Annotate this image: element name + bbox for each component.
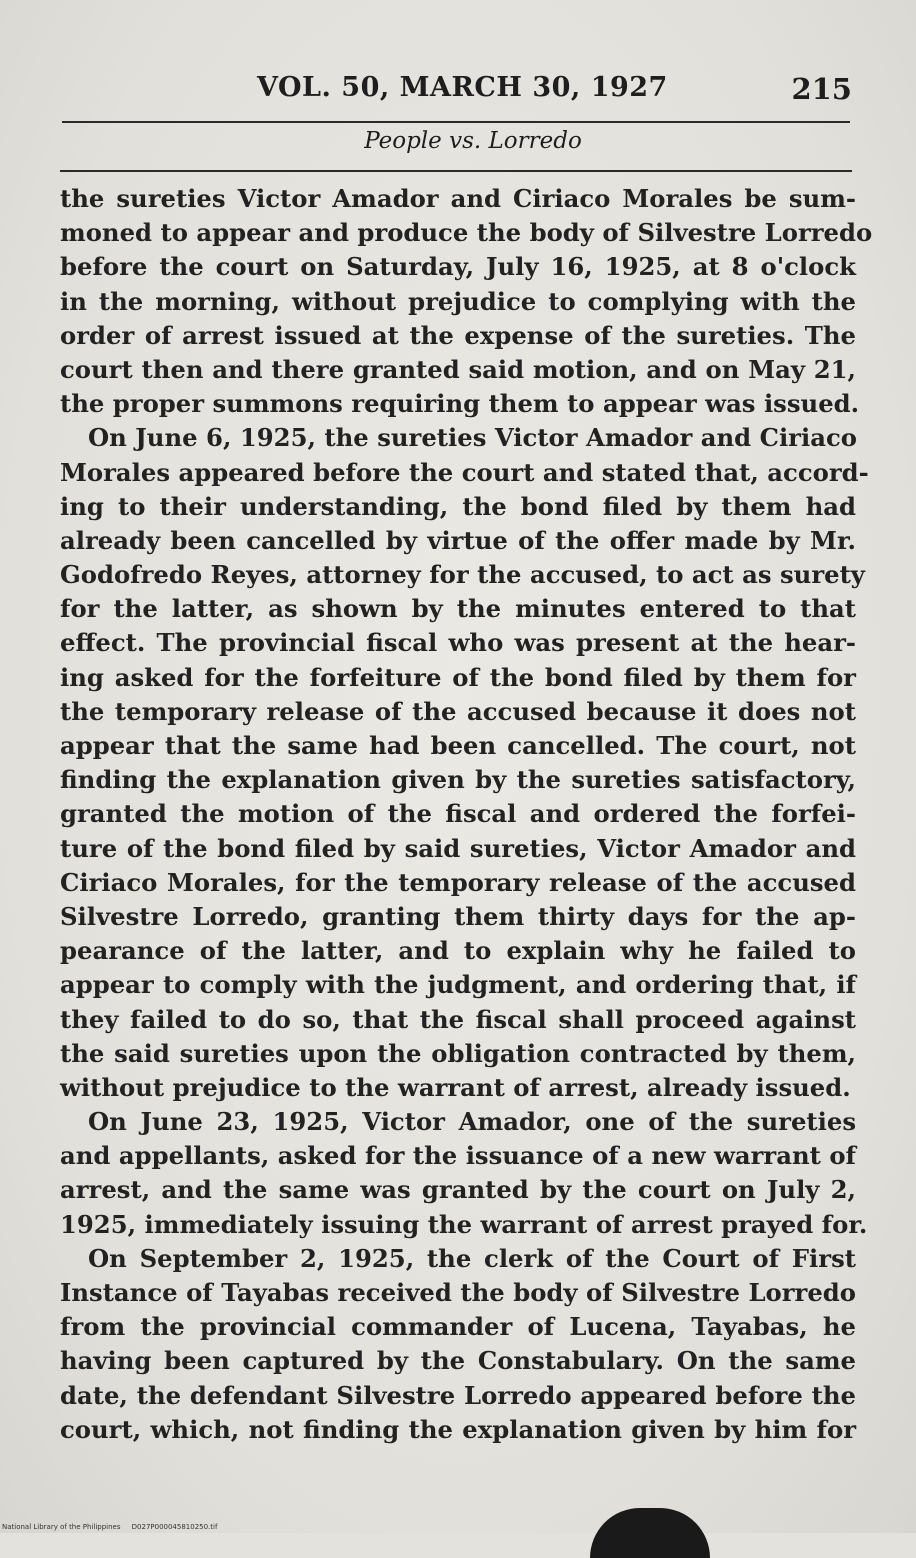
text-line: On June 6, 1925, the sureties Victor Amador and Ciriaco <box>88 423 857 453</box>
text-line: from the provincial commander of Lucena, Tayabas, he <box>60 1312 856 1342</box>
text-line: they failed to do so, that the fiscal shall proceed against <box>60 1004 856 1034</box>
text-line: effect. The provincial fiscal who was present at the hear- <box>60 628 856 658</box>
text-line: date, the defendant Silvestre Lorredo appeared before the <box>60 1380 856 1410</box>
text-line: appear that the same had been cancelled. The court, not <box>60 731 856 760</box>
running-header <box>62 72 852 112</box>
text-line: already been cancelled by virtue of the offer made by Mr. <box>60 525 856 555</box>
text-line: and appellants, asked for the issuance of a new warrant of <box>60 1141 856 1171</box>
text-line: ing asked for the forfeiture of the bond filed by them for <box>60 662 856 692</box>
volume-date-line: VOL. 50, MARCH 30, 1927 <box>257 72 668 103</box>
text-line: moned to appear and produce the body of Silvestre Lorredo <box>60 218 873 248</box>
text-line: without prejudice to the warrant of arrest, already issued. <box>60 1072 851 1102</box>
text-line: in the morning, without prejudice to complying with the <box>60 286 856 316</box>
text-line: Ciriaco Morales, for the temporary release of the accused <box>60 867 856 897</box>
text-line: Morales appeared before the court and stated that, accord- <box>60 457 869 487</box>
scan-footer <box>2 1523 217 1531</box>
text-line: the sureties Victor Amador and Ciriaco Morales be sum- <box>60 184 856 213</box>
text-line: ing to their understanding, the bond filed by them had <box>60 491 856 521</box>
text-line: before the court on Saturday, July 16, 1925, at 8 o'clock <box>60 252 856 282</box>
text-line: granted the motion of the fiscal and ordered the forfei- <box>60 799 856 829</box>
case-title: People vs. Lorredo <box>364 128 582 154</box>
library-credit: National Library of the Philippines <box>2 1523 121 1531</box>
text-line: the temporary release of the accused because it does not <box>60 696 856 726</box>
header-rule-top <box>62 121 850 123</box>
text-line: court, which, not finding the explanation given by him for <box>60 1414 856 1444</box>
text-line: arrest, and the same was granted by the court on July 2, <box>60 1175 856 1205</box>
text-line: Silvestre Lorredo, granting them thirty days for the ap- <box>60 901 856 931</box>
text-line: On June 23, 1925, Victor Amador, one of the sureties <box>88 1107 856 1137</box>
page-number: 215 <box>791 72 852 106</box>
scan-shadow <box>590 1508 710 1558</box>
text-line: for the latter, as shown by the minutes entered to that <box>60 594 856 624</box>
text-line: pearance of the latter, and to explain why he failed to <box>60 936 856 966</box>
text-line: order of arrest issued at the expense of the sureties. The <box>60 320 856 350</box>
text-line: finding the explanation given by the sureties satisfactory, <box>60 765 856 795</box>
text-line: the said sureties upon the obligation contracted by them, <box>60 1038 856 1068</box>
text-line: Instance of Tayabas received the body of Silvestre Lorredo <box>60 1278 856 1307</box>
text-line: Godofredo Reyes, attorney for the accused, to act as surety <box>60 560 865 590</box>
body-text <box>60 182 873 1447</box>
text-line: On September 2, 1925, the clerk of the Court of First <box>88 1243 856 1273</box>
text-line: ture of the bond filed by said sureties, Victor Amador and <box>60 833 856 863</box>
text-line: court then and there granted said motion, and on May 21, <box>60 354 856 384</box>
text-line: appear to comply with the judgment, and ordering that, if <box>60 970 856 1000</box>
header-rule-bottom <box>60 170 852 172</box>
text-line: having been captured by the Constabulary. On the same <box>60 1346 856 1376</box>
text-line: 1925, immediately issuing the warrant of arrest prayed for. <box>60 1209 868 1239</box>
scan-code: D027P000045810250.tif <box>131 1523 218 1531</box>
text-line: the proper summons requiring them to appear was issued. <box>60 389 860 419</box>
